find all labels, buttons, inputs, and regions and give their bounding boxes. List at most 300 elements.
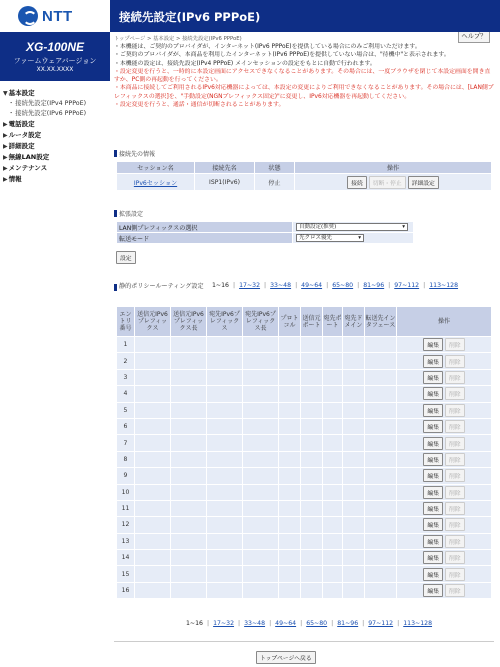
pager-separator: | xyxy=(397,620,400,627)
edit-button[interactable]: 編集 xyxy=(423,551,443,564)
model-panel xyxy=(0,32,110,81)
edit-button[interactable]: 編集 xyxy=(423,535,443,548)
route-cell xyxy=(343,386,365,402)
entry-number: 1 xyxy=(117,337,135,353)
triangle-right-icon: ▶ xyxy=(3,132,8,139)
route-cell xyxy=(207,451,243,467)
route-cell xyxy=(135,353,171,369)
menu-info-label: 情報 xyxy=(8,175,22,183)
triangle-right-icon: ▶ xyxy=(3,121,8,128)
table-row xyxy=(117,369,492,385)
route-cell xyxy=(135,484,171,500)
delete-button: 削除 xyxy=(445,584,465,597)
routing-col-header: 宛先IPv6プレフィックス xyxy=(207,307,243,337)
route-cell xyxy=(207,418,243,434)
edit-button[interactable]: 編集 xyxy=(423,584,443,597)
route-cell xyxy=(365,533,397,549)
route-cell xyxy=(343,517,365,533)
lan-prefix-cell xyxy=(293,222,414,233)
routing-col-header: プロトコル xyxy=(279,307,301,337)
route-cell xyxy=(323,369,343,385)
edit-button[interactable]: 編集 xyxy=(423,355,443,368)
route-cell xyxy=(171,468,207,484)
routing-col-header: 送信元IPv6プレフィックス xyxy=(135,307,171,337)
transfer-mode-select[interactable] xyxy=(296,234,364,242)
edit-button[interactable]: 編集 xyxy=(423,420,443,433)
route-cell xyxy=(135,435,171,451)
submenu-ipv4-pppoe[interactable] xyxy=(0,99,110,109)
firmware-version: XX.XX.XXXX xyxy=(36,66,74,73)
routing-col-header: エントリ番号 xyxy=(117,307,135,337)
route-cell xyxy=(279,386,301,402)
route-cell xyxy=(343,353,365,369)
route-cell xyxy=(323,402,343,418)
route-cell xyxy=(365,582,397,598)
delete-button: 削除 xyxy=(445,535,465,548)
route-cell xyxy=(323,418,343,434)
route-cell xyxy=(171,418,207,434)
edit-button[interactable]: 編集 xyxy=(423,469,443,482)
route-cell xyxy=(207,533,243,549)
route-cell xyxy=(135,386,171,402)
ntt-logo-mark xyxy=(18,6,38,26)
lan-prefix-select[interactable] xyxy=(296,223,408,231)
edit-button[interactable]: 編集 xyxy=(423,568,443,581)
route-cell xyxy=(135,517,171,533)
routing-col-header: 送信元IPv6プレフィックス長 xyxy=(171,307,207,337)
entry-number: 5 xyxy=(117,402,135,418)
pager-link[interactable]: 81~96 xyxy=(337,620,359,627)
pager-link[interactable]: 113~128 xyxy=(403,620,433,627)
chevron-down-icon: ▾ xyxy=(402,224,405,230)
pager-link[interactable]: 33~48 xyxy=(270,282,292,289)
route-cell xyxy=(243,435,279,451)
entry-number: 13 xyxy=(117,533,135,549)
entry-number: 14 xyxy=(117,550,135,566)
route-cell xyxy=(365,418,397,434)
menu-maintenance[interactable] xyxy=(0,163,110,174)
transfer-mode-value: 光クロス優先 xyxy=(299,235,333,241)
menu-wireless[interactable] xyxy=(0,152,110,163)
table-row xyxy=(117,435,492,451)
pager-link[interactable]: 97~112 xyxy=(368,620,394,627)
pager-bottom xyxy=(186,620,436,627)
note-item: ・本機能の設定は、接続先設定(IPv4 PPPoE) メインセッションの設定をもとに自動で行われます。 xyxy=(114,60,376,67)
route-cell xyxy=(323,353,343,369)
route-cell xyxy=(323,386,343,402)
route-cell xyxy=(365,500,397,516)
route-cell xyxy=(365,435,397,451)
table-row xyxy=(117,174,492,191)
delete-button: 削除 xyxy=(445,568,465,581)
route-cell xyxy=(207,582,243,598)
route-cell xyxy=(207,517,243,533)
delete-button: 削除 xyxy=(445,469,465,482)
col-ops: 操作 xyxy=(295,162,492,174)
pager-link[interactable]: 17~32 xyxy=(213,620,235,627)
col-session: セッション名 xyxy=(117,162,195,174)
delete-button: 削除 xyxy=(445,404,465,417)
triangle-right-icon: ▶ xyxy=(3,176,8,183)
route-ops xyxy=(397,451,492,467)
menu-info[interactable] xyxy=(0,174,110,185)
breadcrumb[interactable]: トップページ > 基本設定 > 接続先設定(IPv6 PPPoE) xyxy=(114,36,242,42)
route-cell xyxy=(279,418,301,434)
ntt-logo[interactable] xyxy=(0,0,110,32)
route-cell xyxy=(301,533,323,549)
delete-button: 削除 xyxy=(445,420,465,433)
routing-col-header: 宛先ポート xyxy=(323,307,343,337)
triangle-right-icon: ▶ xyxy=(3,165,8,172)
route-cell xyxy=(343,566,365,582)
edit-button[interactable]: 編集 xyxy=(423,387,443,400)
edit-button[interactable]: 編集 xyxy=(423,437,443,450)
entry-number: 7 xyxy=(117,435,135,451)
route-cell xyxy=(171,369,207,385)
route-cell xyxy=(243,353,279,369)
table-row xyxy=(117,353,492,369)
pager-separator: | xyxy=(238,620,241,627)
delete-button: 削除 xyxy=(445,551,465,564)
menu-basic-label: 基本設定 xyxy=(8,89,35,97)
route-cell xyxy=(323,500,343,516)
table-row xyxy=(117,222,414,233)
entry-number: 11 xyxy=(117,500,135,516)
route-cell xyxy=(365,369,397,385)
route-cell xyxy=(301,369,323,385)
routing-col-header: 転送先インタフェース xyxy=(365,307,397,337)
pager-separator: | xyxy=(423,282,426,289)
route-cell xyxy=(171,484,207,500)
route-cell xyxy=(135,468,171,484)
route-cell xyxy=(135,402,171,418)
route-cell xyxy=(323,566,343,582)
session-link[interactable]: IPv6セッション xyxy=(133,179,178,187)
edit-button[interactable]: 編集 xyxy=(423,502,443,515)
delete-button: 削除 xyxy=(445,453,465,466)
set-button[interactable]: 設定 xyxy=(116,251,136,264)
entry-number: 9 xyxy=(117,468,135,484)
route-cell xyxy=(301,337,323,353)
route-ops xyxy=(397,468,492,484)
route-cell xyxy=(323,582,343,598)
route-cell xyxy=(343,484,365,500)
route-cell xyxy=(365,337,397,353)
route-cell xyxy=(279,500,301,516)
edit-button[interactable]: 編集 xyxy=(423,371,443,384)
connection-table xyxy=(116,161,492,191)
transfer-mode-label: 転送モード xyxy=(117,233,293,244)
route-ops xyxy=(397,484,492,500)
route-cell xyxy=(365,353,397,369)
pager-separator: | xyxy=(362,620,365,627)
entry-number: 15 xyxy=(117,566,135,582)
route-cell xyxy=(323,550,343,566)
firmware-label: ファームウェアバージョン xyxy=(13,57,97,65)
table-row xyxy=(117,550,492,566)
route-cell xyxy=(207,435,243,451)
pager-link[interactable]: 49~64 xyxy=(301,282,323,289)
route-cell xyxy=(301,500,323,516)
route-cell xyxy=(279,517,301,533)
table-row xyxy=(117,386,492,402)
pager-separator: | xyxy=(207,620,210,627)
pager-link[interactable]: 65~80 xyxy=(332,282,354,289)
section-connection xyxy=(114,149,155,158)
table-row xyxy=(117,582,492,598)
route-cell xyxy=(207,337,243,353)
route-cell xyxy=(365,484,397,500)
section-marker xyxy=(114,150,117,157)
route-cell xyxy=(279,550,301,566)
route-cell xyxy=(243,533,279,549)
pager-link[interactable]: 113~128 xyxy=(429,282,459,289)
triangle-right-icon: ▶ xyxy=(3,143,8,150)
delete-button: 削除 xyxy=(445,486,465,499)
edit-button[interactable]: 編集 xyxy=(423,518,443,531)
section-marker xyxy=(114,210,117,217)
route-cell xyxy=(301,517,323,533)
pager-separator: | xyxy=(331,620,334,627)
route-cell xyxy=(171,582,207,598)
menu-phone[interactable] xyxy=(0,119,110,130)
table-row xyxy=(117,484,492,500)
delete-button: 削除 xyxy=(445,355,465,368)
route-cell xyxy=(243,451,279,467)
route-cell xyxy=(323,517,343,533)
entry-number: 2 xyxy=(117,353,135,369)
pager-separator: | xyxy=(326,282,329,289)
menu-basic[interactable] xyxy=(0,88,110,99)
route-cell xyxy=(207,468,243,484)
note-item: ・本機能は、ご契約のプロバイダが、インターネット(IPv6 PPPoE)を提供している場合にのみご利用いただけます。 xyxy=(114,44,421,50)
route-cell xyxy=(279,435,301,451)
pager-link[interactable]: 97~112 xyxy=(394,282,420,289)
pager-separator: | xyxy=(300,620,303,627)
detail-settings-button[interactable]: 詳細設定 xyxy=(408,176,439,189)
route-cell xyxy=(343,533,365,549)
route-ops xyxy=(397,402,492,418)
main-content xyxy=(110,0,500,667)
submenu-ipv4-label: 接続先設定(IPv4 PPPoE) xyxy=(15,100,87,107)
disconnect-button: 切断・停止 xyxy=(369,176,406,189)
triangle-down-icon: ▼ xyxy=(3,90,8,97)
route-cell xyxy=(301,451,323,467)
section-routing xyxy=(114,283,204,291)
route-cell xyxy=(243,402,279,418)
table-row xyxy=(117,533,492,549)
edit-button[interactable]: 編集 xyxy=(423,404,443,417)
cell-ops xyxy=(295,174,492,191)
triangle-right-icon: ▶ xyxy=(3,154,8,161)
note-item: ・ご契約のプロバイダが、本商品を利用したインターネット(IPv6 PPPoE)を提供していない場合は、"待機中"と表示されます。 xyxy=(114,52,450,59)
pager-separator: | xyxy=(295,282,298,289)
routing-col-header: 宛先ドメイン xyxy=(343,307,365,337)
routing-col-header: 宛先IPv6プレフィックス長 xyxy=(243,307,279,337)
route-cell xyxy=(171,435,207,451)
route-cell xyxy=(135,451,171,467)
route-ops xyxy=(397,435,492,451)
routing-body xyxy=(117,337,492,599)
pager-link[interactable]: 33~48 xyxy=(244,620,266,627)
route-cell xyxy=(171,500,207,516)
route-cell xyxy=(365,386,397,402)
table-row xyxy=(117,500,492,516)
cell-dest: ISP1(IPv6) xyxy=(195,174,255,191)
route-cell xyxy=(323,337,343,353)
route-cell xyxy=(343,418,365,434)
route-cell xyxy=(135,566,171,582)
route-ops xyxy=(397,566,492,582)
routing-col-header: 送信元ポート xyxy=(301,307,323,337)
route-cell xyxy=(365,402,397,418)
section-routing-title: 静的ポリシールーティング設定 xyxy=(119,283,204,290)
entry-number: 8 xyxy=(117,451,135,467)
notes xyxy=(114,43,494,109)
lan-prefix-value: 自動設定(推奨) xyxy=(299,224,337,230)
route-ops xyxy=(397,500,492,516)
sidebar xyxy=(0,0,110,667)
route-cell xyxy=(343,550,365,566)
pager-link: 1~16 xyxy=(212,282,229,289)
table-row xyxy=(117,233,414,244)
route-ops xyxy=(397,353,492,369)
route-cell xyxy=(301,484,323,500)
route-cell xyxy=(171,353,207,369)
route-cell xyxy=(343,468,365,484)
route-cell xyxy=(171,451,207,467)
route-cell xyxy=(343,402,365,418)
table-row xyxy=(117,418,492,434)
col-dest: 接続先名 xyxy=(195,162,255,174)
pager-separator: | xyxy=(357,282,360,289)
delete-button: 削除 xyxy=(445,371,465,384)
divider xyxy=(114,641,494,642)
menu-router[interactable] xyxy=(0,130,110,141)
route-cell xyxy=(243,386,279,402)
route-cell xyxy=(279,582,301,598)
page-title: 接続先設定(IPv6 PPPoE) xyxy=(119,10,261,24)
route-cell xyxy=(207,353,243,369)
help-button[interactable]: ヘルプ？ xyxy=(458,32,490,43)
route-cell xyxy=(301,418,323,434)
route-cell xyxy=(301,550,323,566)
route-cell xyxy=(171,386,207,402)
route-cell xyxy=(243,484,279,500)
route-cell xyxy=(301,468,323,484)
entry-number: 12 xyxy=(117,517,135,533)
route-cell xyxy=(279,402,301,418)
route-cell xyxy=(207,550,243,566)
entry-number: 10 xyxy=(117,484,135,500)
routing-col-header: 操作 xyxy=(397,307,492,337)
edit-button[interactable]: 編集 xyxy=(423,338,443,351)
pager-link[interactable]: 81~96 xyxy=(363,282,385,289)
route-cell xyxy=(243,550,279,566)
pager-link: 1~16 xyxy=(186,620,203,627)
route-cell xyxy=(343,500,365,516)
menu-advanced[interactable] xyxy=(0,141,110,152)
table-row xyxy=(117,468,492,484)
routing-table xyxy=(116,306,492,599)
menu-phone-label: 電話設定 xyxy=(8,120,35,128)
route-cell xyxy=(279,369,301,385)
route-cell xyxy=(343,369,365,385)
route-cell xyxy=(279,566,301,582)
section-connection-title: 接続先の情報 xyxy=(119,151,156,158)
submenu-ipv6-label: 接続先設定(IPv6 PPPoE) xyxy=(15,110,87,117)
route-cell xyxy=(207,484,243,500)
route-cell xyxy=(365,550,397,566)
warning-item: ・設定変更を行うと、一時的に本設定画面にアクセスできなくなることがあります。その場合には、一度ブラウザを閉じて本設定画面を開き直すか、PC側の再起動を行ってください。 xyxy=(114,68,491,84)
route-cell xyxy=(135,582,171,598)
pager-separator: | xyxy=(264,282,267,289)
submenu-ipv6-pppoe[interactable] xyxy=(0,109,110,119)
route-ops xyxy=(397,517,492,533)
edit-button[interactable]: 編集 xyxy=(423,486,443,499)
route-cell xyxy=(323,435,343,451)
sidebar-menu xyxy=(0,81,110,185)
route-cell xyxy=(207,369,243,385)
route-cell xyxy=(279,533,301,549)
menu-wireless-label: 無線LAN設定 xyxy=(8,153,50,161)
table-row xyxy=(117,337,492,353)
menu-advanced-label: 詳細設定 xyxy=(8,142,35,150)
delete-button: 削除 xyxy=(445,518,465,531)
route-cell xyxy=(301,582,323,598)
section-marker xyxy=(114,284,117,291)
route-cell xyxy=(323,451,343,467)
route-cell xyxy=(279,484,301,500)
pager-separator: | xyxy=(269,620,272,627)
pager-link[interactable]: 49~64 xyxy=(275,620,297,627)
route-ops xyxy=(397,386,492,402)
pager-separator: | xyxy=(388,282,391,289)
route-cell xyxy=(279,337,301,353)
transfer-mode-cell xyxy=(293,233,414,244)
entry-number: 6 xyxy=(117,418,135,434)
route-cell xyxy=(171,533,207,549)
route-cell xyxy=(343,337,365,353)
back-to-top-button[interactable]: トップページへ戻る xyxy=(256,651,316,664)
route-cell xyxy=(365,517,397,533)
route-cell xyxy=(243,337,279,353)
route-ops xyxy=(397,418,492,434)
route-cell xyxy=(243,500,279,516)
route-cell xyxy=(171,337,207,353)
route-ops xyxy=(397,369,492,385)
route-cell xyxy=(301,566,323,582)
section-extension-title: 拡張設定 xyxy=(119,211,144,218)
route-cell xyxy=(207,386,243,402)
route-cell xyxy=(207,402,243,418)
delete-button: 削除 xyxy=(445,338,465,351)
connect-button[interactable]: 接続 xyxy=(347,176,367,189)
bullet-icon: ・ xyxy=(8,110,15,117)
route-cell xyxy=(323,484,343,500)
ntt-logo-text: NTT xyxy=(42,7,73,25)
route-cell xyxy=(243,582,279,598)
route-cell xyxy=(343,435,365,451)
route-cell xyxy=(135,418,171,434)
entry-number: 16 xyxy=(117,582,135,598)
route-cell xyxy=(301,435,323,451)
route-cell xyxy=(279,353,301,369)
pager-link[interactable]: 65~80 xyxy=(306,620,328,627)
pager-link[interactable]: 17~32 xyxy=(239,282,261,289)
edit-button[interactable]: 編集 xyxy=(423,453,443,466)
bullet-icon: ・ xyxy=(8,100,15,107)
